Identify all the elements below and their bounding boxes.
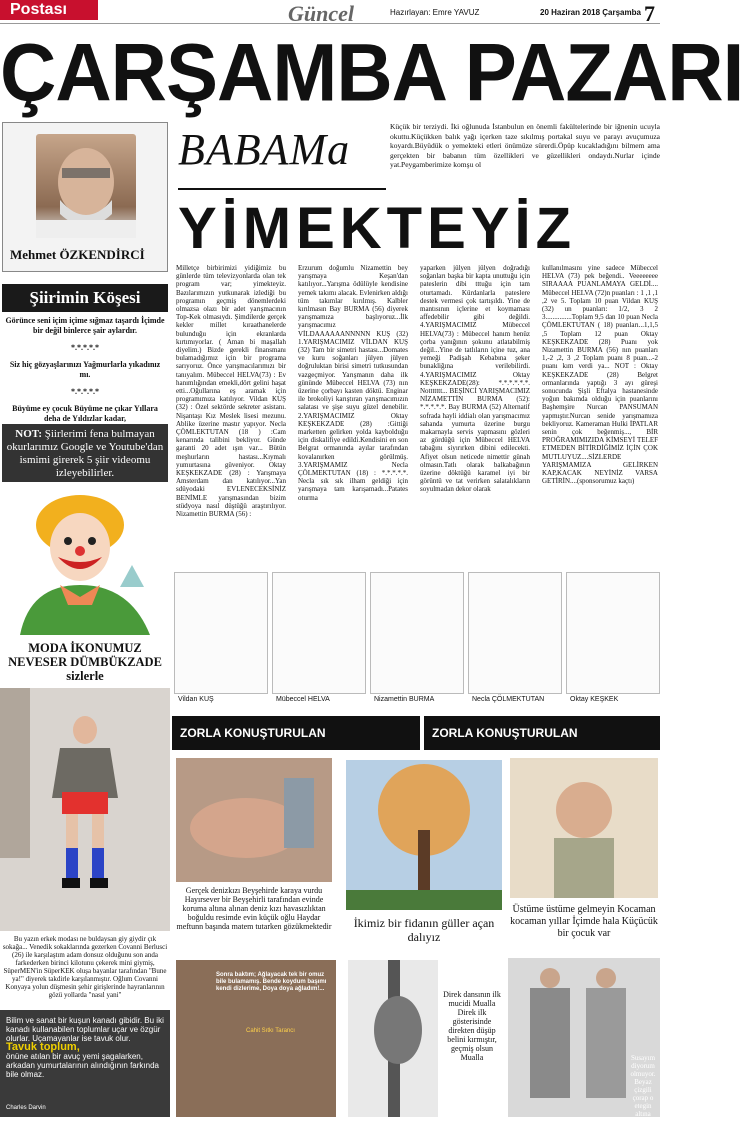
caricature-strip — [172, 568, 660, 708]
pole-photo — [348, 960, 438, 1117]
poet-credit: Cahit Sıtkı Tarancı — [246, 1028, 295, 1034]
article-column-1: Milletçe birbirimizi yidiğimiz bu günlerde tüm televizyonlarda olan tek program var; yimekteyiz. Bazılarımızın yutkunarak izlediği bu programın geçmiş dönemlerdeki olmazsa olazı bir adet yarışmacının Top-Kek olmasıydı. Şimdilerde gerçek kekler millet kıraathanelerde bulunduğu için ekranlarda kırtımıyorlar. ( Aman bi maşallah diyelim.) Bizde gerekli finansmanı bulamadığımız için bir programa sarıyoruz. Önce yarışmacılarımızı bir tanıyalım. Mübeccel HELVA(73) : Ev hanımlığından emekli,dört gelini haşat etti...Oğullarına eş aramak için programımıza katılıyor. Vildan KUŞ (32) : Özel sektörde sekreter asistanı. Nişantaşı Kız Meslek lisesi mezunu. Ablike üzerine mastır yapıyor. Necla ÇÖMLEKTUTAN (18 ) :Cam kenarında talibini bekliyor. Günde garanti 20 adet ışın var... Bütün meşhurların hastası...Kıymalı yumurtasına güveniyor. Oktay KEŞKEKZADE (28) : Yarışmaya Amsterdam dan katılıyor...Yan sdüyodaki EVLENECEKSİNİZ BENİMLE yarışmasından bizim stüdyoya nasıl düştüğü araştırılıyor. Nizamettin BURMA (56) : — [176, 264, 286, 519]
editor-credit: Hazırlayan: Emre YAVUZ — [390, 8, 480, 17]
child-caption: Üstüme üstüme gelmeyin Kocaman kocaman yıllar İçimde hala Küçücük bir çocuk var — [510, 904, 658, 939]
caricature-4 — [468, 572, 562, 694]
darwin-highlight: Tavuk toplum, — [6, 1041, 80, 1053]
author-photo — [36, 134, 136, 238]
poem-note — [2, 424, 168, 482]
note-text: Şiirlerimi fena bulmayan okurlarımız Google ve Youtube'dan ismimi girerek 5 şiir videomu izleyebilirler. — [6, 428, 164, 479]
tree-photo — [346, 760, 502, 910]
babama-intro: Küçük bir terziydi. İki oğlunuda İstanbulun en önemli fakültelerinde bir iğnenin ucuyla okuttu.Küçükken balık yağı içerken taze sıkılmış portakal suyu ve parayı avuçumuza koyardı.Büyüdük o yemekteki etleri önümüze sürerdi.Öpüp kucakladığını bilmem ama gerçekten bir babanın tüm özellikleri ve güzellikleri ondaydı.Nurlar içinde yat.Peygamberimize komşu ol — [390, 122, 660, 169]
caricature-label: Mübeccel HELVA — [276, 696, 330, 703]
zorla-banner-right: ZORLA KONUŞTURULAN — [424, 716, 660, 750]
caricature-1 — [174, 572, 268, 694]
article-headline: YİMEKTEYİZ — [178, 196, 577, 261]
poet-photo — [176, 960, 336, 1117]
darwin-quote-box — [0, 1010, 170, 1117]
title-underline — [178, 188, 386, 190]
darwin-quote-rest: önüne atılan bir avuç yemi şagalarken, arkadan yumurtalarının alındığının farkında bile olmaz. — [6, 1052, 159, 1079]
section-title: Güncel — [288, 1, 354, 26]
article-column-2: Erzurum doğumlu Nizamettin bey yarışmaya Keşan'dan katılıyor...Yarışma ödülüyle kendisine yemek takımı alacak. Evlenirken aldığı tüm takımlar kırılmış. Kalbler kırılmasın Bay BURMA (56) diyerek yarışmamıza başlıyoruz...İlk yarışmacımız VİLDAAAAAANNNNN KUŞ (32) 1.YARIŞMACIMIZ VİLDAN KUŞ (32) Tam bir simetri hastası...Domates ve kuru soğanları jülyen jülyen doğruluktan birisi simetri tutkusundan vazgeçmiyor. Yarışmanın daha ilk gününde Mübeccel HELVA (73) nın üzerine çorbayı kasten döktü. Enginar ile brokoliyi karıştıran yarışmacımızın salatası ve şişe suyu güzel denebilir. 2.YARIŞMACIMIZ Oktay KEŞKEKZADE (28) :Gittiği marketten gelirken yolda kaybolduğu için diskalifiye edildi.Kendisini en son Belgrat ormanında ayılar tarafından kovalanırken görülmüş. 3.YARIŞMAMIZ Necla ÇÖLMEKTUTAN (18) : *.*.*.*.*. Necla sık sık ilham geldiği için yarışmaya tam karışamadı...Patates oturma — [298, 264, 408, 502]
page-number: 7 — [644, 1, 655, 26]
child-photo — [510, 758, 658, 898]
poem-line: Görünce seni içim içime sığmaz taşardı İçimde bir değil binlerce şair aylardır. — [5, 316, 165, 335]
poem-line: Büyüme ey çocuk Büyüme ne çıkar Yıllara deha de Yıldızlar kadar, — [12, 404, 158, 423]
poem-section-title: Şiirimin Köşesi — [2, 284, 168, 312]
pole-caption: Direk dansının ilk mucidi Mualla Direk ilk gösterisinde direkten düşüp belini kırmıştır, geçmiş olsun Mualla — [443, 990, 501, 1062]
caricature-label: Necla ÇÖLMEKTUTAN — [472, 696, 545, 703]
poem-separator: *.*.*.*.* — [71, 343, 99, 352]
mermaid-photo — [176, 758, 332, 882]
caricature-2 — [272, 572, 366, 694]
twins-photo — [508, 958, 660, 1134]
caricature-5 — [566, 572, 660, 694]
poet-quote: Sonra baktım; Ağlayacak tek bir omuz bile bulamamış. Bende koydum başımı kendi dizlerime, Doya doya ağladım!... — [216, 972, 327, 992]
caricature-label: Vildan KUŞ — [178, 696, 214, 703]
zorla-banner-left: ZORLA KONUŞTURULAN — [172, 716, 420, 750]
runway-photo — [0, 688, 170, 931]
author-name: Mehmet ÖZKENDİRCİ — [10, 247, 145, 262]
poem-line: Siz hiç gözyaşlarınızı Yağmurlarla yıkadınız mı. — [9, 360, 161, 379]
poem-separator: *.*.*.*.* — [71, 387, 99, 396]
caricature-label: Nizamettin BURMA — [374, 696, 435, 703]
clown-illustration — [0, 485, 170, 637]
darwin-quote: Bilim ve sanat bir kuşun kanadı gibidir. Bu iki kanadı kullanabilen toplumlar uçar ve özgür olurlar. Uçamayanlar ise tavuk olur. — [6, 1016, 164, 1043]
tree-caption: İkimiz bir fidanın güller açan dalıyız — [353, 916, 495, 944]
note-label: NOT: — [15, 428, 42, 440]
masthead-title: ÇARŞAMBA PAZARI — [0, 25, 743, 119]
issue-date: 20 Haziran 2018 Çarşamba — [540, 8, 641, 17]
article-column-4: kullanılmasını yine sadece Mübeccel HELVA (73) pek beğendi.. Veeeeeeee SIRAAAA PUANLAMAYA GELDİ.... Mübeccel HELVA (72)n puanları : 1 ,1 ,1 ,2 ve 5. Toplam 10 puan Vildan KUŞ (32) un puanları: 1/2, 3 2 3...............Toplam 9,5 dan 10 puan Necla ÇÖMLEKTUTAN ( 18) puanları...1,1,5 ,5 Toplam 12 puan Oktay KEŞKEKZADE (28) Puanı yok Nizamettin BURMA (56) nın puanları 1,-2 ,2, 3 ,2 Toplam puanı 8 puan...-2 puanı kım verdi ya... NOT : Oktay KEŞKEKZADE (28) Belgret ormanlarında yaptığı 3 ayı güreşi sonucunda Şişli Eftalya hastanesinde yoğun bakımda olduğu için puanlarını Başhemşire Nurcan PANSUMAN yapmıştır.Nurcan senide yarışmamıza bekliyoruz. Kameraman Hulki İPATLAR senin çok beğenmiş..., BİR PROĞRAMIMIZIDA KİMSEYİ TELEF ETMEDEN BİTİRDİĞİMİZ İÇİN ÇOK MUTLUYUZ....SİZLERDE YARIŞMAMIZA GELİRKEN KAP,KACAK NEYİNİZ VARSA GETİRİN....(sponsorumuz kaçtı) — [542, 264, 658, 486]
darwin-credit: Charles Darvin — [6, 1105, 46, 1111]
moda-title: MODA İKONUMUZ NEVESER DÜMBÜKZADE sizlerle — [8, 641, 162, 683]
caricature-3 — [370, 572, 464, 694]
moda-caption: Bu yazın erkek modası ne buldaysan giy giydir çık sokağa... Venedik sokaklarında gezerken Covanni Berlusci (26) ile karşılaştım adam donsuz olduğunu son anda farkederken birinci kilotunu çekerek mini giymiş, SüperMEN'in SüperKEK oluşa bayanlar tarafından "Bune ya!" diyerek takdirle karşılanmıştır. Oğlum Covanni Konyaya yolun düşmesin şehir girişlerinde hayranlarının gözü yollarda "nasıl yani" — [2, 935, 168, 999]
mermaid-caption: Gerçek denizkızı Beyşehirde karaya vurdu Hayırsever bir Beyşehirli tarafından evinde koruma altına alınan deniz kızı havasızlıktan boğuldu resimde evin küçük oğlu Haydar meftunn başında matem tutarken gözükmektedir — [176, 886, 332, 931]
babama-title: BABAMa — [178, 125, 351, 174]
twins-caption: Susayım diyorum olmuyor. Beyaz çizgili çorap o etegin altına olmuş mu hiç? — [629, 1054, 657, 1134]
caricature-label: Oktay KEŞKEK — [570, 696, 619, 703]
newspaper-logo: Postası — [0, 0, 98, 20]
article-column-3: yaparken jülyen jülyen doğradığı soğanları başka bir kapta unuttuğu için pateslerin dibi tttuğu için tam oturtamadı. Kürdanlarla pateslere destek vermesi çok tartışıldı. Yine de mantısının içlerine et koymaması affedebilir gibi değildi. 4.YARIŞMACIMIZ Mübeccel HELVA(73) : Mübeccel hanım henüz çorba yanığının şokunu atlatabilmiş değil...Yine de tatlıların içine tuz, ana yemeği Padişah Kebabına şeker bunakliğına verilebilirdi. 4.YARIŞMACIMIZ Oktay KEŞKEKZADE(28): *.*.*.*.*.*. Nottttttt... BEŞİNCİ YARIŞMACIMIZ NİZAMETTİN BURMA (52): *.*.*.*.*. Bay BURMA (52) Alternatif sofrada hayli iddialı olan yarışmacımız sahanda yumurta üzerine burgu makarnayla servis yapmasını gözleri az gördüğü için Mübeccel HELVA tabağını siyırırken dibini edilecekti. Afiyet olsun neticede nimettir günah olmasın.Tatlı olarak balkabağının üzerine döktüğü karamel iyi bir görüntü ve tat verirken salatalıkların soyulmadan dekor olarak — [420, 264, 530, 494]
